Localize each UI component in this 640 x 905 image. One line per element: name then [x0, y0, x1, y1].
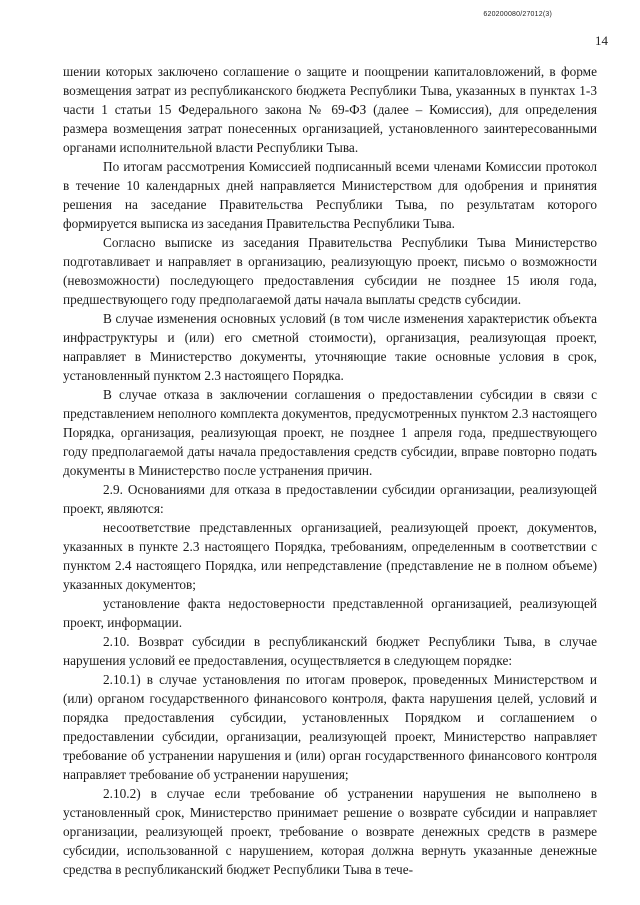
page-number: 14 [595, 33, 608, 48]
paragraph: Согласно выписке из заседания Правительства Республики Тыва Министерство подготавливает и направляет в организацию, реализующую проект, письмо о возможности (невозможности) последующего предоставления субсидии не позднее 15 июля года, предшествующего году предполагаемой даты начала выплаты средств субсидии. [63, 235, 597, 307]
paragraph-list-item: несоответствие представленных организацией, реализующей проект, документов, указанных в пункте 2.3 настоящего Порядка, требованиям, определенным в соответствии с пунктом 2.4 настоящего Порядка, или непредставление (представление не в полном объеме) указанных документов; [63, 520, 597, 592]
paragraph-list-item: установление факта недостоверности представленной организацией, реализующей проект, информации. [63, 596, 597, 630]
paragraph: По итогам рассмотрения Комиссией подписанный всеми членами Комиссии протокол в течение 10 календарных дней направляется Министерством для одобрения и принятия решения на заседание Правительства Республики Тыва, по результатам которого формируется выписка из заседания Правительства Республики Тыва. [63, 159, 597, 231]
paragraph: В случае изменения основных условий (в том числе изменения характеристик объекта инфраструктуры и (или) его сметной стоимости), организация, реализующая проект, направляет в Министерство документы, уточняющие такие основные условия в срок, установленный пунктом 2.3 настоящего Порядка. [63, 311, 597, 383]
paragraph-section-2-10: 2.10. Возврат субсидии в республиканский бюджет Республики Тыва, в случае нарушения условий ее предоставления, осуществляется в следующем порядке: [63, 634, 597, 668]
paragraph-section-2-10-2: 2.10.2) в случае если требование об устранении нарушения не выполнено в установленный срок, Министерство принимает решение о возврате субсидии и направляет организации, реализующей проект, требование о возврате денежных средств в размере субсидии, использованной с нарушением, которая должна вернуть указанные денежные средства в республиканский бюджет Республики Тыва в тече- [63, 786, 597, 877]
document-body [63, 62, 597, 879]
paragraph-section-2-10-1: 2.10.1) в случае установления по итогам проверок, проведенных Министерством и (или) органом государственного финансового контроля, факта нарушения целей, условий и порядка предоставления субсидии, установленных Порядком и соглашением о предоставлении субсидии, организации, реализующей проект, Министерство направляет требование об устранении нарушения и (или) орган государственного финансового контроля направляет требование об устранении нарушения; [63, 672, 597, 782]
paragraph-continuation: шении которых заключено соглашение о защите и поощрении капиталовложений, в форме возмещения затрат из республиканского бюджета Республики Тыва, указанных в пунктах 1-3 части 1 статьи 15 Федерального закона № 69-ФЗ (далее – Комиссия), для определения размера возмещения затрат понесенных организацией, установленного заинтересованными органами исполнительной власти Республики Тыва. [63, 64, 597, 155]
document-code: 620200080/27012(3) [483, 11, 552, 18]
paragraph-section-2-9: 2.9. Основаниями для отказа в предоставлении субсидии организации, реализующей проект, являются: [63, 482, 597, 516]
paragraph: В случае отказа в заключении соглашения о предоставлении субсидии в связи с представлением неполного комплекта документов, предусмотренных пунктом 2.3 настоящего Порядка, организация, реализующая проект, не позднее 1 апреля года, предшествующего году предполагаемой даты начала предоставления средств субсидии, вправе повторно подать документы в Министерство после устранения причин. [63, 387, 597, 478]
